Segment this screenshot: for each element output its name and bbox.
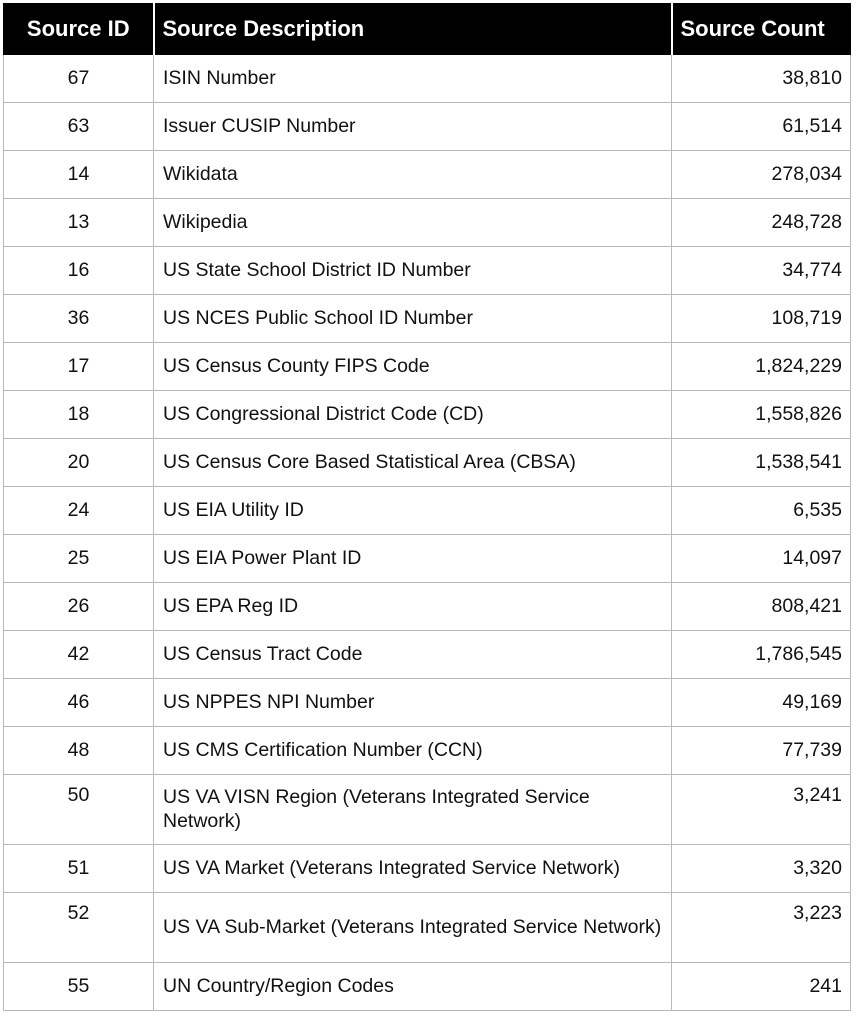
cell-source-description: US VA Sub-Market (Veterans Integrated Service Network) [154, 893, 672, 963]
cell-source-count: 278,034 [672, 151, 851, 199]
cell-source-id: 48 [4, 727, 154, 775]
cell-source-description: ISIN Number [154, 55, 672, 103]
cell-source-description: US EPA Reg ID [154, 583, 672, 631]
cell-source-id: 63 [4, 103, 154, 151]
cell-source-id: 13 [4, 199, 154, 247]
table-row [4, 391, 851, 439]
cell-source-count: 6,535 [672, 487, 851, 535]
cell-source-id: 14 [4, 151, 154, 199]
cell-source-id: 24 [4, 487, 154, 535]
cell-source-count: 14,097 [672, 535, 851, 583]
cell-source-id: 67 [4, 55, 154, 103]
cell-source-description: US Census Core Based Statistical Area (CBSA) [154, 439, 672, 487]
table-row [4, 439, 851, 487]
header-source-count: Source Count [672, 4, 851, 55]
table-row [4, 631, 851, 679]
cell-source-id: 42 [4, 631, 154, 679]
cell-source-description: Wikipedia [154, 199, 672, 247]
cell-source-description: US CMS Certification Number (CCN) [154, 727, 672, 775]
cell-source-description: US Congressional District Code (CD) [154, 391, 672, 439]
cell-source-id: 16 [4, 247, 154, 295]
table-row [4, 199, 851, 247]
cell-source-count: 1,786,545 [672, 631, 851, 679]
cell-source-count: 34,774 [672, 247, 851, 295]
cell-source-count: 3,241 [672, 775, 851, 845]
table-row [4, 775, 851, 845]
table-row [4, 343, 851, 391]
header-source-description: Source Description [154, 4, 672, 55]
cell-source-description: US VA VISN Region (Veterans Integrated Service Network) [154, 775, 672, 845]
table-header-row [4, 4, 851, 55]
cell-source-count: 61,514 [672, 103, 851, 151]
cell-source-id: 51 [4, 845, 154, 893]
header-source-id: Source ID [4, 4, 154, 55]
cell-source-count: 1,558,826 [672, 391, 851, 439]
cell-source-description: US NCES Public School ID Number [154, 295, 672, 343]
cell-source-description: US EIA Utility ID [154, 487, 672, 535]
cell-source-count: 808,421 [672, 583, 851, 631]
cell-source-id: 25 [4, 535, 154, 583]
table-row [4, 487, 851, 535]
table-row [4, 55, 851, 103]
cell-source-description: US VA Market (Veterans Integrated Service Network) [154, 845, 672, 893]
cell-source-description: UN Country/Region Codes [154, 963, 672, 1011]
cell-source-description: US State School District ID Number [154, 247, 672, 295]
source-table [3, 3, 851, 1011]
cell-source-id: 46 [4, 679, 154, 727]
cell-source-description: US EIA Power Plant ID [154, 535, 672, 583]
cell-source-count: 1,538,541 [672, 439, 851, 487]
table-row [4, 247, 851, 295]
table-row [4, 583, 851, 631]
table-row [4, 535, 851, 583]
cell-source-id: 26 [4, 583, 154, 631]
cell-source-count: 1,824,229 [672, 343, 851, 391]
table-row [4, 103, 851, 151]
table-row [4, 295, 851, 343]
table-row [4, 727, 851, 775]
cell-source-id: 20 [4, 439, 154, 487]
cell-source-description: Wikidata [154, 151, 672, 199]
table-row [4, 845, 851, 893]
cell-source-count: 77,739 [672, 727, 851, 775]
table-row [4, 963, 851, 1011]
cell-source-description: Issuer CUSIP Number [154, 103, 672, 151]
cell-source-id: 18 [4, 391, 154, 439]
cell-source-count: 108,719 [672, 295, 851, 343]
cell-source-id: 55 [4, 963, 154, 1011]
table-row [4, 151, 851, 199]
cell-source-count: 38,810 [672, 55, 851, 103]
cell-source-id: 50 [4, 775, 154, 845]
cell-source-count: 248,728 [672, 199, 851, 247]
cell-source-description: US NPPES NPI Number [154, 679, 672, 727]
table-row [4, 679, 851, 727]
cell-source-id: 17 [4, 343, 154, 391]
cell-source-count: 241 [672, 963, 851, 1011]
table-row [4, 893, 851, 963]
cell-source-id: 52 [4, 893, 154, 963]
cell-source-description: US Census Tract Code [154, 631, 672, 679]
cell-source-count: 49,169 [672, 679, 851, 727]
cell-source-count: 3,320 [672, 845, 851, 893]
cell-source-count: 3,223 [672, 893, 851, 963]
cell-source-description: US Census County FIPS Code [154, 343, 672, 391]
cell-source-id: 36 [4, 295, 154, 343]
